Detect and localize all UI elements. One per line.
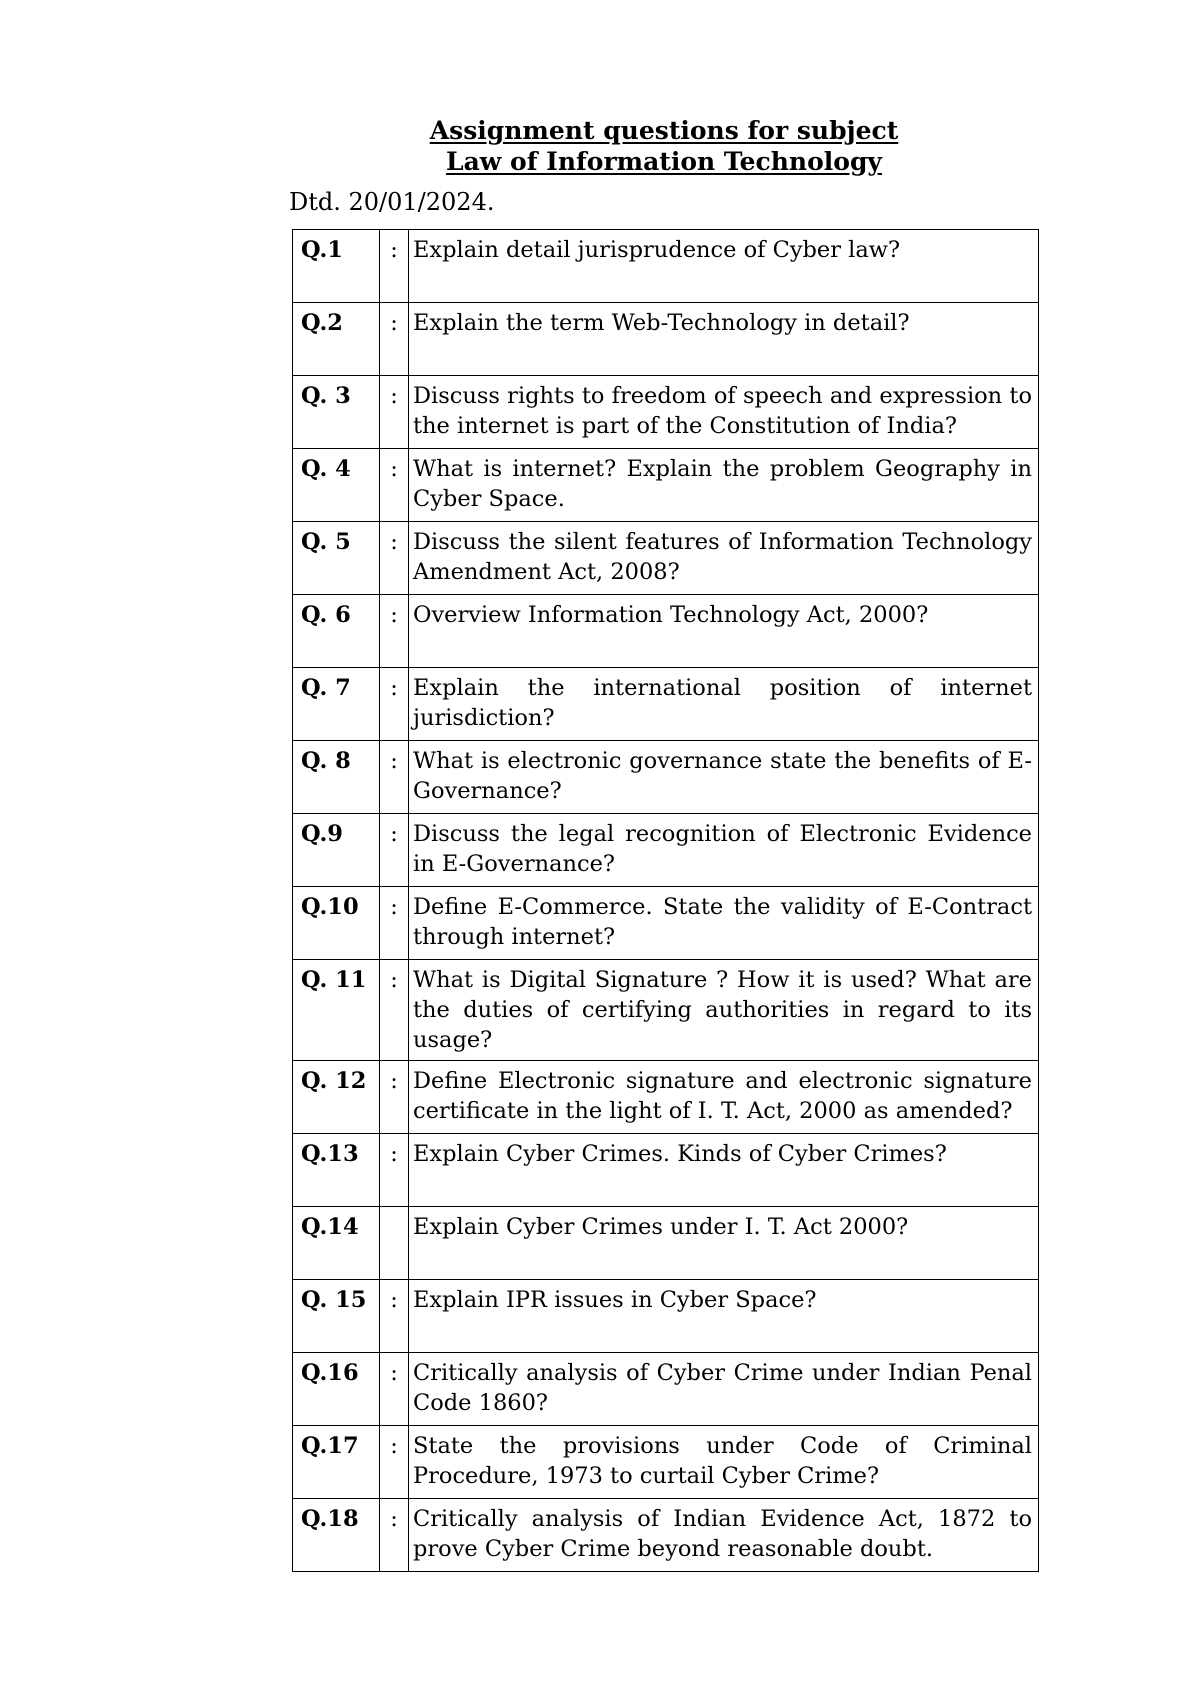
question-number: Q.14 xyxy=(293,1207,380,1280)
question-separator: : xyxy=(380,1353,409,1426)
question-number: Q. 15 xyxy=(293,1280,380,1353)
question-separator: : xyxy=(380,960,409,1061)
question-separator: : xyxy=(380,1134,409,1207)
question-number: Q.16 xyxy=(293,1353,380,1426)
question-separator: : xyxy=(380,668,409,741)
question-row xyxy=(293,1134,1039,1207)
question-number: Q. 8 xyxy=(293,741,380,814)
question-text: Explain the international position of internet jurisdiction? xyxy=(409,668,1039,741)
question-row xyxy=(293,230,1039,303)
questions-table xyxy=(292,229,1039,1572)
question-separator: : xyxy=(380,741,409,814)
question-row xyxy=(293,814,1039,887)
question-number: Q.17 xyxy=(293,1426,380,1499)
question-row xyxy=(293,595,1039,668)
question-separator: : xyxy=(380,449,409,522)
heading-course-title: Law of Information Technology xyxy=(446,147,882,176)
question-number: Q. 6 xyxy=(293,595,380,668)
question-row xyxy=(293,1499,1039,1572)
question-row xyxy=(293,376,1039,449)
question-row xyxy=(293,1061,1039,1134)
question-row xyxy=(293,1353,1039,1426)
question-text: State the provisions under Code of Criminal Procedure, 1973 to curtail Cyber Crime? xyxy=(409,1426,1039,1499)
question-separator: : xyxy=(380,230,409,303)
question-number: Q. 12 xyxy=(293,1061,380,1134)
question-text: Explain IPR issues in Cyber Space? xyxy=(409,1280,1039,1353)
question-number: Q. 11 xyxy=(293,960,380,1061)
question-row xyxy=(293,960,1039,1061)
question-row xyxy=(293,1426,1039,1499)
question-row xyxy=(293,887,1039,960)
question-text: Define E-Commerce. State the validity of E-Contract through internet? xyxy=(409,887,1039,960)
question-text: Explain detail jurisprudence of Cyber law? xyxy=(409,230,1039,303)
question-separator: : xyxy=(380,887,409,960)
question-text: Critically analysis of Cyber Crime under Indian Penal Code 1860? xyxy=(409,1353,1039,1426)
question-row xyxy=(293,1280,1039,1353)
question-separator: : xyxy=(380,376,409,449)
question-text: Explain Cyber Crimes under I. T. Act 2000? xyxy=(409,1207,1039,1280)
question-text: Discuss the silent features of Information Technology Amendment Act, 2008? xyxy=(409,522,1039,595)
heading-subject: Assignment questions for subject xyxy=(429,116,899,145)
question-separator: : xyxy=(380,595,409,668)
question-text: What is Digital Signature ? How it is used? What are the duties of certifying authorities in regard to its usage? xyxy=(409,960,1039,1061)
question-row xyxy=(293,303,1039,376)
question-number: Q. 5 xyxy=(293,522,380,595)
question-number: Q.10 xyxy=(293,887,380,960)
document-date: Dtd. 20/01/2024. xyxy=(289,188,495,216)
question-number: Q.13 xyxy=(293,1134,380,1207)
question-text: Critically analysis of Indian Evidence Act, 1872 to prove Cyber Crime beyond reasonable doubt. xyxy=(409,1499,1039,1572)
question-text: Discuss rights to freedom of speech and expression to the internet is part of the Constitution of India? xyxy=(409,376,1039,449)
question-number: Q. 4 xyxy=(293,449,380,522)
question-separator: : xyxy=(380,522,409,595)
question-text: Explain Cyber Crimes. Kinds of Cyber Crimes? xyxy=(409,1134,1039,1207)
question-text: What is internet? Explain the problem Geography in Cyber Space. xyxy=(409,449,1039,522)
question-number: Q.18 xyxy=(293,1499,380,1572)
question-row xyxy=(293,522,1039,595)
question-number: Q.1 xyxy=(293,230,380,303)
question-text: What is electronic governance state the benefits of E-Governance? xyxy=(409,741,1039,814)
question-row xyxy=(293,1207,1039,1280)
question-separator: : xyxy=(380,303,409,376)
question-text: Define Electronic signature and electronic signature certificate in the light of I. T. Act, 2000 as amended? xyxy=(409,1061,1039,1134)
question-text: Overview Information Technology Act, 2000? xyxy=(409,595,1039,668)
question-separator: : xyxy=(380,1499,409,1572)
question-number: Q. 3 xyxy=(293,376,380,449)
question-text: Discuss the legal recognition of Electronic Evidence in E-Governance? xyxy=(409,814,1039,887)
question-number: Q.9 xyxy=(293,814,380,887)
question-separator xyxy=(380,1207,409,1280)
question-separator: : xyxy=(380,1426,409,1499)
question-number: Q. 7 xyxy=(293,668,380,741)
question-separator: : xyxy=(380,814,409,887)
question-text: Explain the term Web-Technology in detail? xyxy=(409,303,1039,376)
question-separator: : xyxy=(380,1280,409,1353)
question-row xyxy=(293,449,1039,522)
question-row xyxy=(293,668,1039,741)
question-number: Q.2 xyxy=(293,303,380,376)
question-row xyxy=(293,741,1039,814)
question-separator: : xyxy=(380,1061,409,1134)
